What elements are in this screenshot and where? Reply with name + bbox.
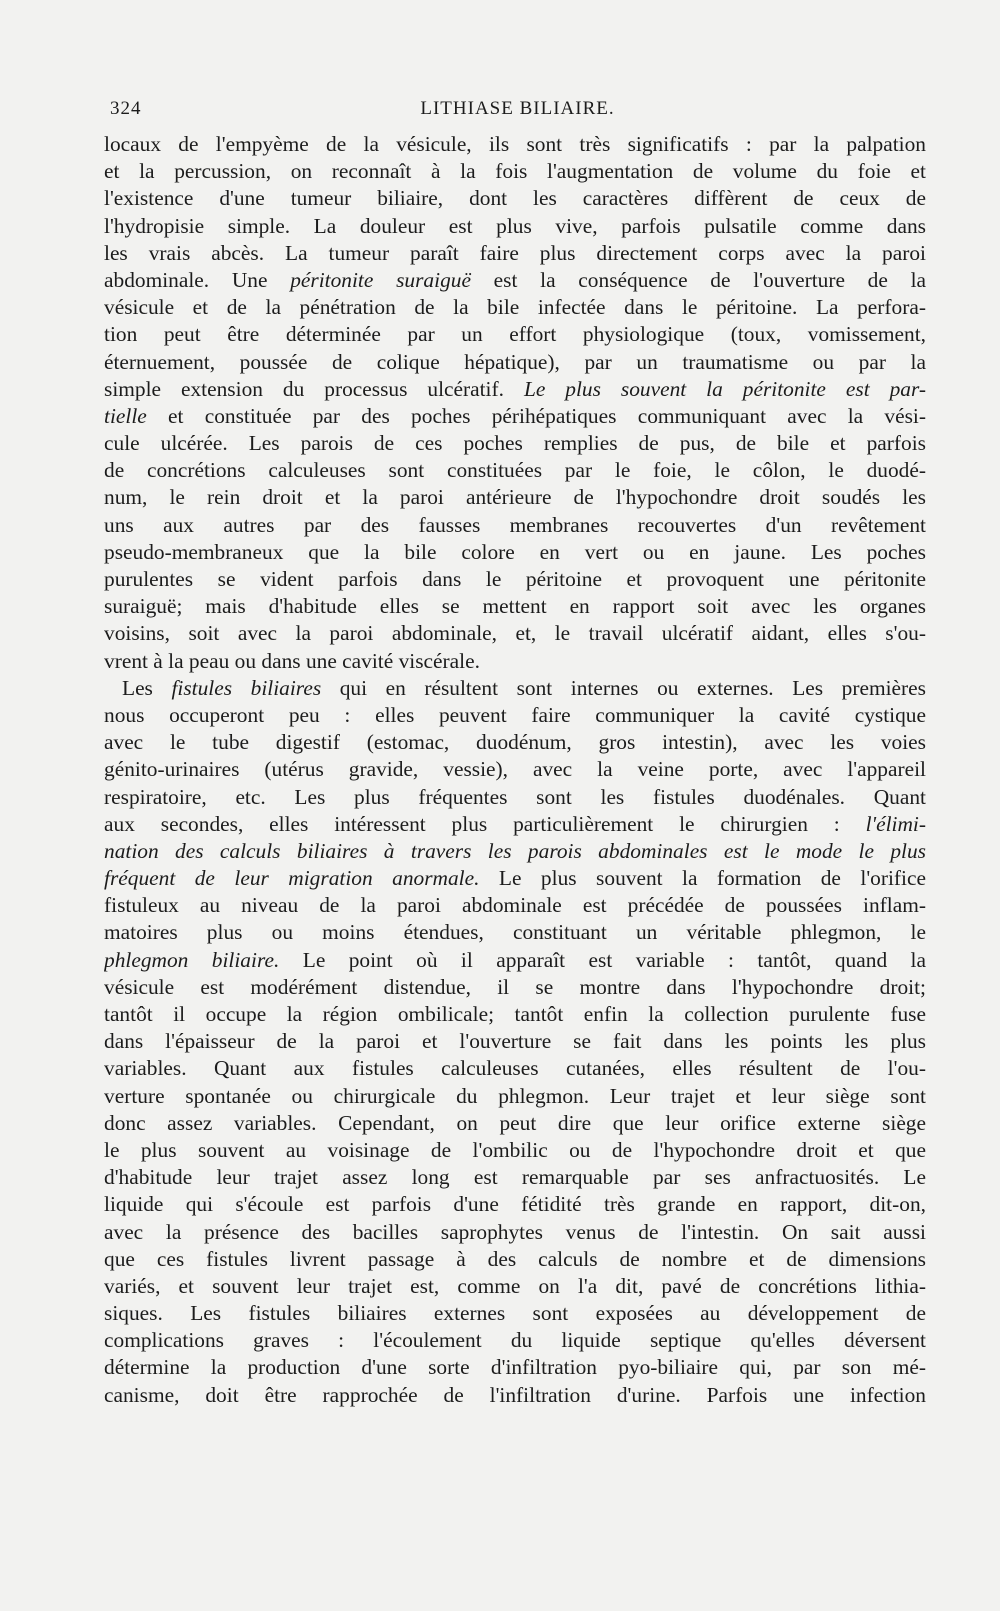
text-line bbox=[104, 892, 926, 919]
text-span: Le point où il apparaît est variable : tantôt, quand la bbox=[279, 947, 926, 972]
text-line bbox=[104, 974, 926, 1001]
text-span: et constituée par des poches périhépatiques communiquant avec la vési- bbox=[146, 403, 926, 428]
text-span: matoires plus ou moins étendues, constituant un véritable phlegmon, le bbox=[104, 920, 926, 945]
text-line bbox=[104, 865, 926, 892]
text-span: les vrais abcès. La tumeur paraît faire plus directement corps avec la paroi bbox=[104, 240, 926, 265]
text-line bbox=[104, 1327, 926, 1354]
text-line bbox=[104, 539, 926, 566]
text-line bbox=[104, 838, 926, 865]
body-text bbox=[104, 131, 926, 1409]
italic-span: péritonite suraiguë bbox=[290, 267, 471, 292]
text-span: purulentes se vident parfois dans le péritoine et provoquent une péritonite bbox=[104, 567, 926, 591]
italic-span: phlegmon biliaire. bbox=[104, 947, 280, 972]
text-line bbox=[104, 1382, 926, 1409]
text-line bbox=[104, 1300, 926, 1327]
text-line bbox=[104, 457, 926, 484]
text-line bbox=[104, 1164, 926, 1191]
italic-span: l'élimi- bbox=[865, 811, 926, 836]
text-line bbox=[104, 1137, 926, 1164]
text-line bbox=[104, 1055, 926, 1082]
text-span: avec la présence des bacilles saprophytes venus de l'intestin. On sait aussi bbox=[104, 1219, 926, 1244]
text-span: Les bbox=[122, 675, 172, 700]
text-line bbox=[104, 403, 926, 430]
text-span: complications graves : l'écoulement du liquide septique qu'elles déversent bbox=[104, 1328, 926, 1353]
italic-span: fréquent de leur migration anormale. bbox=[104, 866, 480, 891]
text-line bbox=[104, 512, 926, 539]
text-span: pseudo-membraneux que la bile colore en vert ou en jaune. Les poches bbox=[104, 539, 926, 564]
text-span: Le plus souvent la formation de l'orifice bbox=[479, 866, 926, 891]
text-span: suraiguë; mais d'habitude elles se mettent en rapport soit avec les organes bbox=[104, 594, 926, 619]
text-span: siques. Les fistules biliaires externes sont exposées au développement de bbox=[104, 1301, 926, 1326]
text-line bbox=[104, 484, 926, 511]
page-header bbox=[110, 98, 925, 126]
text-span: est la conséquence de l'ouverture de la bbox=[470, 267, 926, 292]
text-span: et la percussion, on reconnaît à la fois l'augmentation de volume du foie et bbox=[104, 159, 926, 184]
text-line bbox=[104, 1273, 926, 1300]
text-line bbox=[104, 675, 926, 702]
text-line bbox=[104, 185, 926, 212]
text-span: uns aux autres par des fausses membranes recouvertes d'un revêtement bbox=[104, 512, 926, 537]
text-span: simple extension du processus ulcératif. bbox=[104, 376, 524, 401]
text-line bbox=[104, 919, 926, 946]
text-line bbox=[104, 756, 926, 783]
italic-span: Le plus souvent la péritonite est par- bbox=[523, 376, 926, 401]
text-span: que ces fistules livrent passage à des calculs de nombre et de dimensions bbox=[104, 1246, 926, 1271]
page-number: 324 bbox=[110, 98, 142, 119]
text-span: tion peut être déterminée par un effort physiologique (toux, vomissement, bbox=[104, 322, 926, 347]
text-span: locaux de l'empyème de la vésicule, ils sont très significatifs : par la palpation bbox=[104, 132, 926, 156]
text-line bbox=[104, 648, 926, 675]
text-line bbox=[104, 1354, 926, 1381]
text-line bbox=[104, 620, 926, 647]
text-span: vésicule est modérément distendue, il se montre dans l'hypochondre droit; bbox=[104, 974, 926, 999]
text-line bbox=[104, 294, 926, 321]
text-span: détermine la production d'une sorte d'infiltration pyo-biliaire qui, par son mé- bbox=[104, 1355, 926, 1380]
text-span: avec le tube digestif (estomac, duodénum, gros intestin), avec les voies bbox=[104, 730, 926, 755]
italic-span: fistules biliaires bbox=[171, 675, 322, 700]
text-span: le plus souvent au voisinage de l'ombilic ou de l'hypochondre droit et que bbox=[104, 1137, 926, 1162]
text-span: verture spontanée ou chirurgicale du phlegmon. Leur trajet et leur siège sont bbox=[104, 1083, 926, 1108]
text-line bbox=[104, 1083, 926, 1110]
text-line bbox=[104, 1110, 926, 1137]
text-span: nous occuperont peu : elles peuvent faire communiquer la cavité cystique bbox=[104, 702, 926, 727]
text-span: liquide qui s'écoule est parfois d'une fétidité très grande en rapport, dit-on, bbox=[104, 1192, 926, 1217]
text-line bbox=[104, 729, 926, 756]
text-span: vésicule et de la pénétration de la bile infectée dans le péritoine. La perfora- bbox=[104, 295, 926, 320]
text-span: de concrétions calculeuses sont constituées par le foie, le côlon, le duodé- bbox=[104, 458, 926, 483]
text-line bbox=[104, 240, 926, 267]
italic-span: nation des calculs biliaires à travers les parois abdominales est le mode le plus bbox=[104, 838, 926, 863]
text-span: vrent à la peau ou dans une cavité viscérale. bbox=[104, 648, 480, 673]
text-span: fistuleux au niveau de la paroi abdominale est précédée de poussées inflam- bbox=[104, 893, 926, 918]
text-line bbox=[104, 158, 926, 185]
text-line bbox=[104, 267, 926, 294]
text-line bbox=[104, 213, 926, 240]
text-line bbox=[104, 1001, 926, 1028]
text-span: variables. Quant aux fistules calculeuses cutanées, elles résultent de l'ou- bbox=[104, 1056, 926, 1081]
text-line bbox=[104, 566, 926, 593]
text-span: qui en résultent sont internes ou externes. Les premières bbox=[321, 675, 926, 700]
text-line bbox=[104, 1219, 926, 1246]
text-span: donc assez variables. Cependant, on peut dire que leur orifice externe siège bbox=[104, 1110, 926, 1135]
text-line bbox=[104, 1246, 926, 1273]
text-span: l'existence d'une tumeur biliaire, dont les caractères diffèrent de ceux de bbox=[104, 186, 926, 211]
text-line bbox=[104, 430, 926, 457]
text-span: dans l'épaisseur de la paroi et l'ouverture se fait dans les points les plus bbox=[104, 1029, 926, 1054]
text-span: num, le rein droit et la paroi antérieure de l'hypochondre droit soudés les bbox=[104, 485, 926, 510]
text-span: d'habitude leur trajet assez long est remarquable par ses anfractuosités. Le bbox=[104, 1165, 926, 1190]
text-span: l'hydropisie simple. La douleur est plus vive, parfois pulsatile comme dans bbox=[104, 213, 926, 238]
text-line bbox=[104, 1028, 926, 1055]
running-title: LITHIASE BILIAIRE. bbox=[420, 98, 615, 119]
text-line bbox=[104, 349, 926, 376]
text-line bbox=[104, 131, 926, 158]
text-span: génito-urinaires (utérus gravide, vessie), avec la veine porte, avec l'appareil bbox=[104, 757, 926, 782]
text-line bbox=[104, 1191, 926, 1218]
text-line bbox=[104, 321, 926, 348]
text-span: tantôt il occupe la région ombilicale; tantôt enfin la collection purulente fuse bbox=[104, 1002, 926, 1026]
text-span: cule ulcérée. Les parois de ces poches remplies de pus, de bile et parfois bbox=[104, 431, 926, 456]
text-line bbox=[104, 376, 926, 403]
text-line bbox=[104, 702, 926, 729]
text-span: canisme, doit être rapprochée de l'infiltration d'urine. Parfois une infection bbox=[104, 1382, 926, 1407]
text-span: abdominale. Une bbox=[104, 267, 291, 292]
text-span: éternuement, poussée de colique hépatique), par un traumatisme ou par la bbox=[104, 349, 926, 374]
text-line bbox=[104, 811, 926, 838]
italic-span: tielle bbox=[104, 403, 147, 428]
text-line bbox=[104, 947, 926, 974]
text-span: voisins, soit avec la paroi abdominale, et, le travail ulcératif aidant, elles s'ou- bbox=[104, 621, 926, 646]
text-span: variés, et souvent leur trajet est, comme on l'a dit, pavé de concrétions lithia- bbox=[104, 1273, 926, 1298]
text-line bbox=[104, 593, 926, 620]
text-span: respiratoire, etc. Les plus fréquentes sont les fistules duodénales. Quant bbox=[104, 784, 926, 809]
text-line bbox=[104, 784, 926, 811]
text-span: aux secondes, elles intéressent plus particulièrement le chirurgien : bbox=[104, 811, 866, 836]
